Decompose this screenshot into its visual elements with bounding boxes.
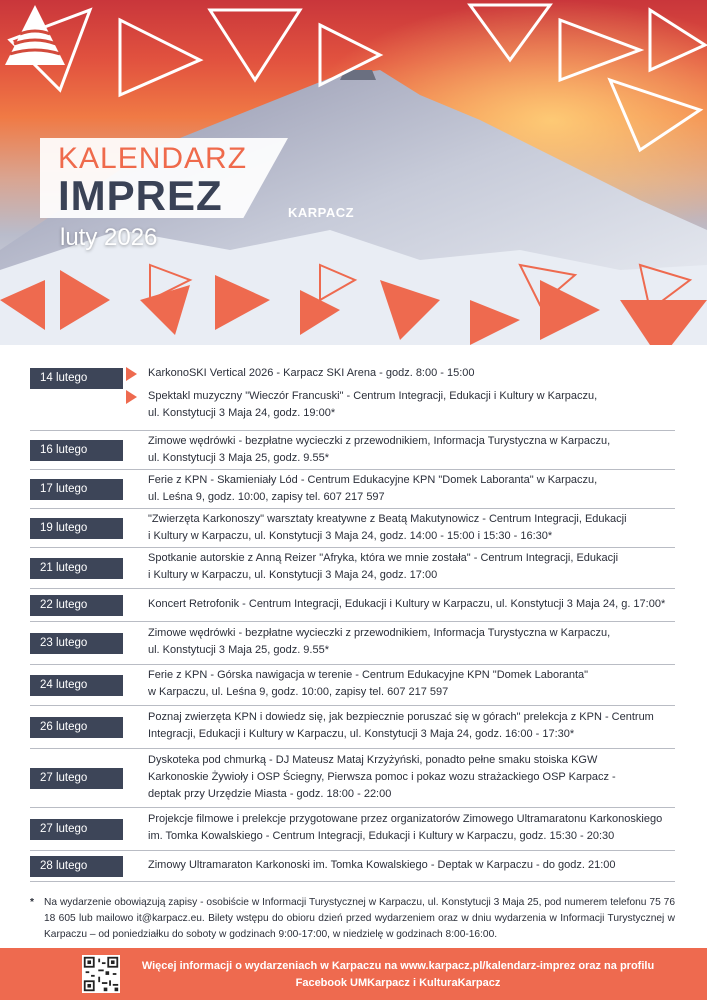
event-row — [30, 470, 675, 509]
event-text-line: ul. Konstytucji 3 Maja 24, godz. 19:00* — [148, 407, 336, 419]
footer-line-2: Facebook UMKarpacz i KulturaKarpacz — [295, 977, 501, 989]
event-text-line: Zimowy Ultramaraton Karkonoski im. Tomka Kowalskiego - Deptak w Karpaczu - do godz. 21:00 — [148, 859, 616, 871]
event-text-line: Projekcje filmowe i prelekcje przygotowane przez organizatorów Zimowego Ultramaratonu Karkonoskiego — [148, 813, 663, 825]
event-description — [148, 365, 675, 382]
event-row — [30, 589, 675, 622]
event-date-badge: 27 lutego — [30, 768, 123, 789]
event-date-badge: 28 lutego — [30, 856, 123, 877]
footer-line-1: Więcej informacji o wydarzeniach w Karpaczu na www.karpacz.pl/kalendarz-imprez oraz na profilu — [141, 960, 655, 972]
event-row — [30, 665, 675, 706]
event-row — [30, 851, 675, 882]
event-text-line: im. Tomka Kowalskiego - Centrum Integracji, Edukacji i Kultury w Karpaczu, godz. 15:30 - 20:30 — [148, 830, 615, 842]
event-text-line: Poznaj zwierzęta KPN i dowiedz się, jak bezpiecznie poruszać się w górach" prelekcja z KPN - Centrum — [148, 711, 654, 723]
event-date-badge: 19 lutego — [30, 518, 123, 539]
event-date-badge: 26 lutego — [30, 717, 123, 738]
event-description — [148, 511, 675, 545]
event-text-line: Karkonoskie Żywioły i OSP Ściegny, Pierwsza pomoc i pokaz wozu strażackiego OSP Karpacz - — [148, 771, 616, 783]
event-list — [30, 362, 675, 882]
title-kalendarz: KALENDARZ — [58, 142, 248, 175]
event-date-badge: 14 lutego — [30, 368, 123, 389]
event-text-line: Ferie z KPN - Skamieniały Lód - Centrum Edukacyjne KPN "Domek Laboranta" w Karpaczu, — [148, 474, 598, 486]
event-text-line: deptak przy Urzędzie Miasta - godz. 18:00 - 22:00 — [148, 788, 392, 800]
event-row — [30, 509, 675, 548]
month-subtitle: luty 2026 — [60, 224, 158, 251]
event-description — [148, 667, 675, 701]
event-row — [30, 749, 675, 808]
event-description — [148, 596, 675, 613]
event-text-line: i Kultury w Karpaczu, ul. Konstytucji 3 Maja 24, godz. 14:00 - 15:00 i 15:30 - 16:30* — [148, 530, 553, 542]
event-text-line: Spektakl muzyczny "Wieczór Francuski" - Centrum Integracji, Edukacji i Kultury w Karpaczu, — [148, 390, 598, 402]
event-text-line: ul. Konstytucji 3 Maja 25, godz. 9.55* — [148, 452, 329, 464]
note-asterisk: * — [30, 897, 34, 908]
event-text-line: w Karpaczu, ul. Leśna 9, godz. 10:00, zapisy tel. 607 217 597 — [148, 686, 449, 698]
event-date-badge: 23 lutego — [30, 633, 123, 654]
registration-note — [30, 895, 675, 943]
event-text-line: Zimowe wędrówki - bezpłatne wycieczki z przewodnikiem, Informacja Turystyczna w Karpaczu, — [148, 435, 611, 447]
event-row — [30, 808, 675, 851]
event-row — [30, 622, 675, 665]
bullet-arrow-icon — [126, 390, 137, 404]
event-date-badge: 17 lutego — [30, 479, 123, 500]
event-text-line: i Kultury w Karpaczu, ul. Konstytucji 3 Maja 24, godz. 17:00 — [148, 569, 438, 581]
note-text: Na wydarzenie obowiązują zapisy - osobiście w Informacji Turystycznej w Karpaczu, ul. Konstytucji 3 Maja 25, pod numerem telefonu 75 76 18 605 lub mailowo it@karpacz.eu. Bilety wstępu do obioru dzień przed wydarzeniem oraz w dniu wydarzenia w Informacji Turystycznej w Karpaczu – od poniedziałku do soboty w godzinach 9:00-17:00, w niedzielę w godzinach 8:00-16:00. — [44, 897, 675, 940]
footer-info — [128, 958, 668, 992]
event-date-badge: 24 lutego — [30, 675, 123, 696]
event-description — [148, 709, 675, 743]
bullet-arrow-icon — [126, 367, 137, 381]
event-text-line: Koncert Retrofonik - Centrum Integracji, Edukacji i Kultury w Karpaczu, ul. Konstytucji 3 Maja 24, g. 17:00* — [148, 598, 666, 610]
event-date-badge: 21 lutego — [30, 558, 123, 579]
event-text-line: ul. Konstytucji 3 Maja 25, godz. 9.55* — [148, 644, 329, 656]
event-description — [148, 752, 675, 803]
event-date-badge: 16 lutego — [30, 440, 123, 461]
event-description — [148, 472, 675, 506]
title-imprez: IMPREZ — [58, 172, 223, 219]
event-text-line: ul. Leśna 9, godz. 10:00, zapisy tel. 607 217 597 — [148, 491, 385, 503]
event-row — [30, 548, 675, 589]
logo-label: KARPACZ — [287, 205, 355, 220]
event-description — [148, 625, 675, 659]
event-text-line: Integracji, Edukacji i Kultury w Karpaczu, ul. Konstytucji 3 Maja 24, godz. 16:00 - 17:30* — [148, 728, 575, 740]
qr-code-icon[interactable] — [82, 955, 120, 993]
event-text-line: KarkonoSKI Vertical 2026 - Karpacz SKI Arena - godz. 8:00 - 15:00 — [148, 367, 475, 379]
event-row — [30, 362, 675, 431]
event-description — [148, 550, 675, 584]
event-text-line: Ferie z KPN - Górska nawigacja w terenie - Centrum Edukacyjne KPN "Domek Laboranta" — [148, 669, 589, 681]
event-row — [30, 431, 675, 470]
event-description — [148, 857, 675, 874]
event-row — [30, 706, 675, 749]
event-date-badge: 27 lutego — [30, 819, 123, 840]
event-description — [148, 811, 675, 845]
event-text-line: Spotkanie autorskie z Anną Reizer "Afryka, która we mnie została" - Centrum Integracji, Edukacji — [148, 552, 619, 564]
event-text-line: Zimowe wędrówki - bezpłatne wycieczki z przewodnikiem, Informacja Turystyczna w Karpaczu, — [148, 627, 611, 639]
event-text-line: Dyskoteka pod chmurką - DJ Mateusz Mataj Krzyżyński, ponadto pełne smaku stoiska KGW — [148, 754, 598, 766]
event-date-badge: 22 lutego — [30, 595, 123, 616]
karpacz-logo-icon — [0, 0, 70, 80]
event-description — [148, 388, 675, 422]
event-text-line: "Zwierzęta Karkonoszy" warsztaty kreatywne z Beatą Makutynowicz - Centrum Integracji, Edukacji — [148, 513, 627, 525]
event-description — [148, 433, 675, 467]
hero-banner — [0, 0, 707, 345]
